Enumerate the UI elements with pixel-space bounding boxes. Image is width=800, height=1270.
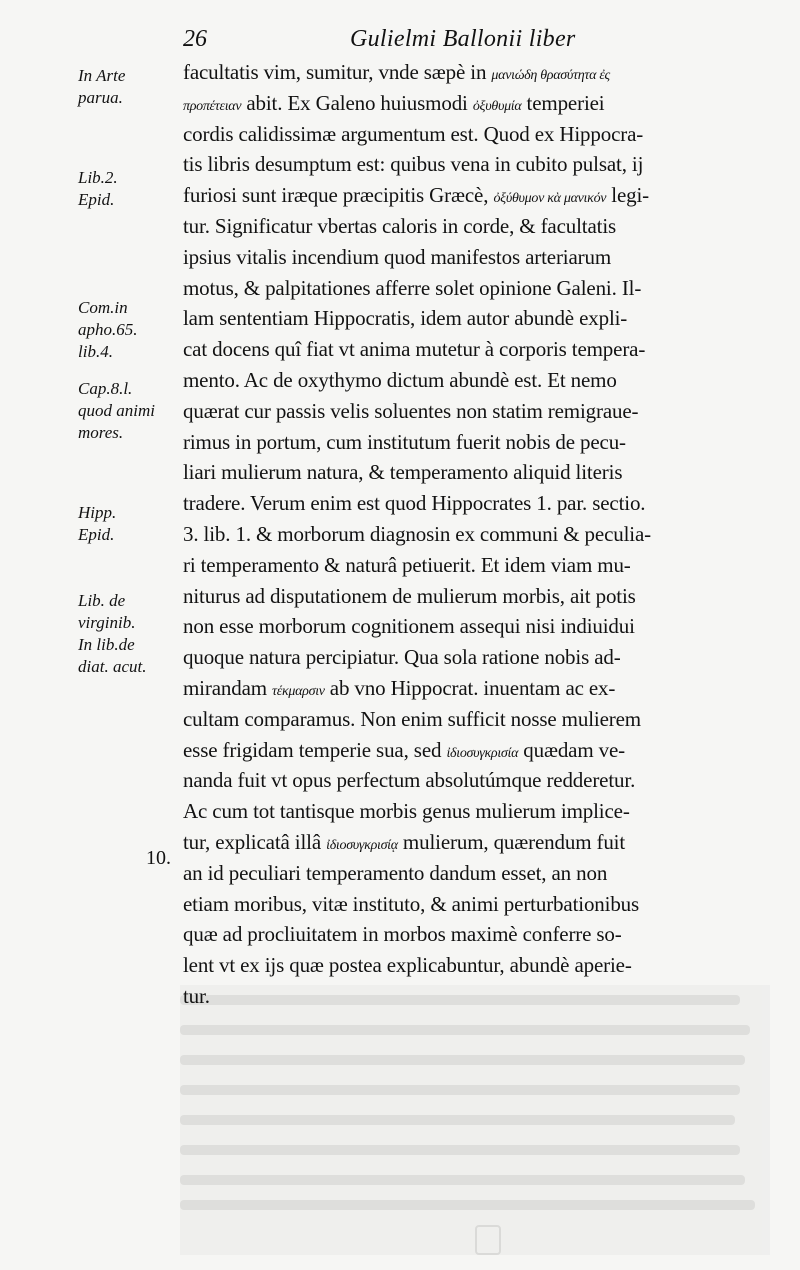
text-segment: facultatis vim, sumitur, vnde sæpè in (183, 60, 492, 84)
text-line (183, 676, 615, 706)
text-segment: an id peculiari temperamento dandum esset, an non (183, 860, 608, 885)
text-line (183, 60, 610, 90)
text-segment: cultam comparamus. Non enim sufficit nosse mulierem (183, 706, 641, 731)
margin-note-line: Epid. (78, 190, 115, 209)
page-number: 26 (183, 26, 207, 52)
text-segment: cat docens quî fiat vt anima mutetur à corporis tempera- (183, 337, 646, 362)
text-segment: abit. Ex Galeno huiusmodi (241, 90, 473, 115)
margin-note (78, 590, 146, 678)
text-segment: esse frigidam temperie sua, sed (183, 737, 447, 762)
running-title: Gulielmi Ballonii liber (350, 26, 576, 52)
page-header (175, 18, 765, 58)
greek-phrase: μανιώδη θρασύτητα ἐς (491, 68, 610, 83)
margin-note-line: In Arte (78, 66, 126, 85)
text-line (183, 491, 645, 521)
margin-note-line: virginib. (78, 613, 136, 632)
margin-note (78, 502, 116, 546)
text-segment: etiam moribus, vitæ instituto, & animi perturbationibus (183, 891, 640, 916)
text-line (183, 214, 616, 244)
text-line (183, 337, 645, 367)
margin-note (78, 378, 155, 444)
text-segment: temperiei (521, 90, 605, 115)
text-line (183, 152, 643, 182)
text-line (183, 553, 631, 583)
text-line (183, 984, 210, 1014)
greek-phrase: τέκμαρσιν (272, 684, 325, 699)
body-text (183, 60, 768, 1020)
margin-note-line: diat. acut. (78, 657, 147, 676)
text-segment: nanda fuit vt opus perfectum absolutúmque redderetur. (183, 768, 636, 793)
text-line (183, 768, 635, 798)
greek-phrase: προπέτειαν (183, 98, 242, 114)
text-segment: ri temperamento & naturâ petiuerit. Et idem viam mu- (183, 552, 631, 577)
text-segment: quærat cur passis velis soluentes non statim remigraue- (183, 398, 639, 423)
text-segment: 3. lib. 1. & morborum diagnosin ex communi & peculia- (183, 522, 651, 546)
margin-note-line: quod animi (78, 401, 155, 420)
text-line (183, 830, 625, 860)
text-line (183, 122, 643, 152)
text-line (183, 183, 649, 213)
text-segment: lam sententiam Hippocratis, idem autor abundè expli- (183, 306, 628, 331)
bleed-line (180, 1175, 745, 1185)
text-segment: tur, explicatâ illâ (183, 830, 327, 854)
text-line (183, 614, 635, 644)
bleed-line (180, 1055, 745, 1065)
text-segment: tradere. Verum enim est quod Hippocrates 1. par. sectio. (183, 491, 646, 516)
text-segment: Ac cum tot tantisque morbis genus mulierum implice- (183, 799, 630, 824)
text-segment: mirandam (183, 676, 273, 700)
margin-note-line: mores. (78, 423, 124, 442)
text-segment: tur. Significatur vbertas caloris in corde, & facultatis (183, 214, 617, 238)
text-segment: quæ ad procliuitatem in morbos maximè conferre so- (183, 922, 622, 947)
bleed-line (180, 1115, 735, 1125)
text-line (183, 276, 641, 306)
text-line (183, 922, 622, 952)
margin-note-line: parua. (78, 88, 123, 107)
text-segment: quoque natura percipiatur. Qua sola ratione nobis ad- (183, 645, 621, 670)
text-line (183, 861, 607, 891)
text-line (183, 91, 604, 121)
text-segment: motus, & palpitationes afferre solet opinione Galeni. Il- (183, 275, 642, 300)
margin-note-line: Hipp. (78, 503, 117, 522)
bleed-signature-mark (475, 1225, 501, 1255)
margin-note-line: lib.4. (78, 342, 113, 361)
text-line (183, 738, 625, 768)
text-segment: legi- (606, 183, 650, 208)
text-line (183, 953, 632, 983)
margin-note-line: apho.65. (78, 320, 138, 339)
text-line (183, 645, 621, 675)
text-segment: cordis calidissimæ argumentum est. Quod ex Hippocra- (183, 121, 644, 146)
text-line (183, 430, 626, 460)
text-segment: quædam ve- (518, 737, 625, 762)
margin-notes (78, 60, 188, 720)
text-line (183, 245, 611, 275)
margin-note (78, 297, 138, 363)
text-segment: furiosi sunt iræque præcipitis Græcè, (183, 183, 494, 208)
text-line (183, 460, 622, 490)
margin-note (78, 167, 118, 211)
bleed-line (180, 1145, 740, 1155)
margin-note-line: Lib.2. (78, 168, 118, 187)
bleed-through-text (180, 985, 770, 1255)
text-line (183, 399, 638, 429)
text-line (183, 306, 627, 336)
text-segment: mulierum, quærendum fuit (397, 830, 626, 854)
text-segment: rimus in portum, cum institutum fuerit nobis de pecu- (183, 429, 626, 454)
text-segment: lent vt ex ijs quæ postea explicabuntur, abundè aperie- (183, 953, 632, 978)
text-line (183, 522, 651, 552)
text-segment: tis libris desumptum est: quibus vena in cubito pulsat, ij (183, 152, 644, 177)
margin-note (78, 65, 125, 109)
text-line (183, 799, 630, 829)
greek-phrase: ὀξύθυμον κὰ μανικόν (493, 191, 607, 207)
margin-note-line: In lib.de (78, 635, 135, 654)
greek-phrase: ὀξυθυμία (472, 98, 522, 114)
text-line (183, 707, 641, 737)
margin-note-line: Com.in (78, 298, 128, 317)
text-segment: non esse morborum cognitionem assequi nisi indiuidui (183, 614, 635, 639)
margin-note-line: Cap.8.l. (78, 379, 133, 398)
text-line (183, 584, 636, 614)
text-segment: liari mulierum natura, & temperamento aliquid literis (183, 460, 623, 485)
margin-note-line: Epid. (78, 525, 115, 544)
margin-note-line: Lib. de (78, 591, 126, 610)
bleed-line (180, 1200, 755, 1210)
bleed-line (180, 1025, 750, 1035)
text-segment: ipsius vitalis incendium quod manifestos arteriarum (183, 244, 612, 269)
text-line (183, 892, 639, 922)
text-segment: tur. (183, 984, 210, 1008)
greek-phrase: ἰδιοσυγκρισία (446, 745, 519, 761)
text-segment: mento. Ac de oxythymo dictum abundè est. Et nemo (183, 368, 617, 392)
greek-phrase: ἰδιοσυγκρισίᾳ (326, 838, 398, 853)
line-marker: 10. (146, 847, 171, 869)
text-segment: ab vno Hippocrat. inuentam ac ex- (324, 676, 616, 700)
text-segment: niturus ad disputationem de mulierum morbis, ait potis (183, 583, 636, 608)
text-line (183, 368, 617, 398)
bleed-line (180, 1085, 740, 1095)
